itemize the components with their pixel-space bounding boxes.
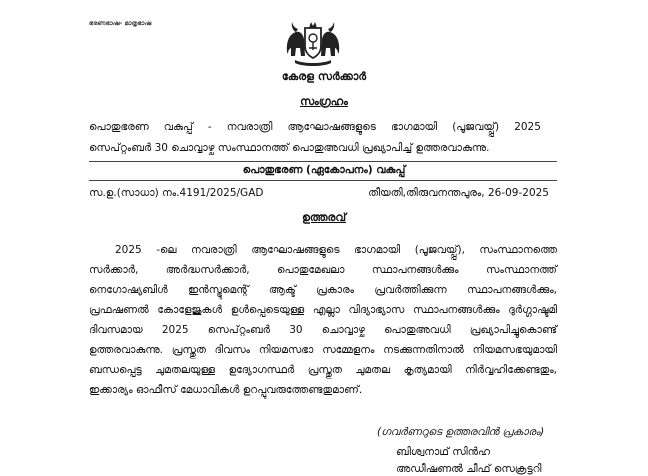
- signature-designation: അഡീഷണൽ ചീഫ് സെക്രട്ടറി: [396, 463, 542, 475]
- order-body: [89, 240, 557, 400]
- divider-top: [89, 161, 557, 162]
- kerala-state-emblem-icon: [283, 12, 343, 72]
- order-heading: ഉത്തരവ്: [301, 211, 347, 224]
- body-line: ദിവസമായ 2025 സെപ്റ്റംബർ 30 ചൊവ്വാഴ്ച പൊതുഅവധി പ്രഖ്യാപിച്ചുകൊണ്ട്: [89, 324, 557, 336]
- body-line: 2025 -ലെ നവരാത്രി ആഘോഷങ്ങളുടെ ഭാഗമായി (പൂജവയ്പ്പ്), സംസ്ഥാനത്തെ: [115, 244, 557, 256]
- body-line: ബന്ധപ്പെട്ട ചുമതലയുള്ള ഉദ്യോഗസ്ഥർ പ്രസ്തുത ചുമതല കൃത്യമായി നിർവ്വഹിക്കേണ്ടതും,: [89, 364, 557, 376]
- signature-name: ബിശ്വനാഥ് സിൻഹ: [396, 446, 491, 458]
- summary-heading: സംഗ്രഹം: [300, 95, 348, 108]
- body-last-line: ഇക്കാര്യം ഓഫീസ് മേധാവികൾ ഉറപ്പുവരുത്തേണ്ടതുമാണ്.: [89, 384, 363, 396]
- department-name: പൊതുഭരണ (ഏകോപനം) വകുപ്പ്: [242, 164, 406, 176]
- summary-last-line: സെപ്റ്റംബർ 30 ചൊവ്വാഴ്ച സംസ്ഥാനത്ത് പൊതുഅവധി പ്രഖ്യാപിച്ച് ഉത്തരവാകുന്നു.: [89, 142, 490, 154]
- signature-by-order: (ഗവർണറുടെ ഉത്തരവിൻ പ്രകാരം): [377, 426, 545, 438]
- summary-line: പൊതുഭരണ വകുപ്പ് - നവരാത്രി ആഘോഷങ്ങളുടെ ഭാഗമായി (പൂജവയ്പ്പ്) 2025: [89, 121, 541, 133]
- order-date: തീയതി,തിരുവനന്തപുരം, 26-09-2025: [368, 187, 549, 199]
- divider-bottom: [89, 180, 557, 181]
- order-number: സ.ഉ.(സാധാ) നം.4191/2025/GAD: [89, 187, 264, 199]
- body-line: നെഗോഷ്യബിൾ ഇൻസ്ട്രുമെന്റ് ആക്ട് പ്രകാരം പ്രവർത്തിക്കുന്ന സ്ഥാപനങ്ങൾക്കും,: [89, 284, 557, 296]
- order-reference: [89, 187, 557, 200]
- body-line: പ്രഫഷണൽ കോളേജുകൾ ഉൾപ്പെടെയുള്ള എല്ലാ വിദ്യാഭ്യാസ സ്ഥാപനങ്ങൾക്കും ദുർഗ്ഗാഷ്ടമി: [89, 304, 557, 316]
- body-line: സർക്കാർ, അർദ്ധസർക്കാർ, പൊതുമേഖലാ സ്ഥാപനങ്ങൾക്കും സംസ്ഥാനത്ത്: [89, 264, 557, 276]
- motto: ഭരണഭാഷ- മാതൃഭാഷ: [89, 20, 152, 27]
- government-name: കേരള സർക്കാർ: [281, 70, 367, 83]
- summary-text: [89, 117, 541, 159]
- body-line: ഉത്തരവാകുന്നു. പ്രസ്തുത ദിവസം നിയമസഭാ സമ്മേളനം നടക്കുന്നതിനാൽ നിയമസഭയുമായി: [89, 344, 557, 356]
